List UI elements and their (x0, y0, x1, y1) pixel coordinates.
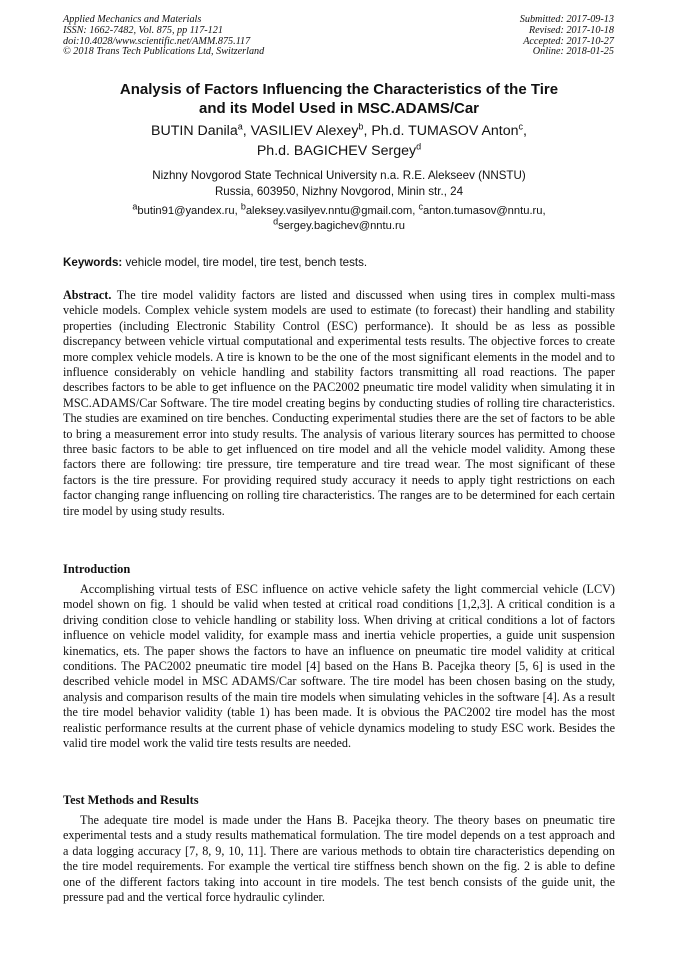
paper-title-line-2: and its Model Used in MSC.ADAMS/Car (198, 100, 480, 117)
abstract-label: Abstract. (63, 288, 112, 302)
author-bagichev: Ph.d. BAGICHEV Sergey (256, 142, 417, 159)
email-vasiliev[interactable]: aleksey.vasilyev.nntu@gmail.com, (245, 205, 419, 217)
email-line-2 (63, 215, 615, 234)
date-online: Online: 2018-01-25 (532, 46, 614, 58)
journal-info (63, 15, 264, 58)
paper-title-line-1: Analysis of Factors Influencing the Characteristics of the Tire (119, 81, 559, 98)
email-bagichev[interactable]: sergey.bagichev@nntu.ru (278, 219, 405, 232)
author-sup-a: a (237, 121, 243, 132)
email-sup-b: b (240, 201, 246, 212)
author-line-2 (63, 142, 615, 162)
journal-copyright: © 2018 Trans Tech Publications Ltd, Switzerland (63, 46, 265, 58)
email-sup-a: a (132, 201, 138, 212)
author-butin: BUTIN Danila (151, 123, 238, 139)
date-submitted: Submitted: 2017-09-13 (519, 14, 614, 25)
abstract (63, 288, 615, 519)
email-line-1 (63, 201, 615, 219)
author-sup-b: b (358, 121, 364, 132)
author-line-1 (63, 122, 615, 142)
author-comma: , (523, 123, 527, 139)
email-sup-c: c (418, 201, 423, 212)
affiliation (63, 168, 615, 199)
author-emails (63, 201, 615, 233)
author-tumasov: , Ph.d. TUMASOV Anton (363, 123, 519, 139)
affiliation-address: Russia, 603950, Nizhny Novgorod, Minin str., 24 (214, 184, 464, 198)
author-sup-d: d (416, 140, 422, 151)
author-vasiliev: , VASILIEV Alexey (242, 123, 359, 139)
email-sup-d: d (273, 215, 279, 226)
paper-title (63, 80, 615, 118)
date-accepted: Accepted: 2017-10-27 (523, 35, 614, 47)
abstract-text: The tire model validity factors are listed and discussed when using tires in complex multi-mass vehicle models. Complex vehicle system models are used to estimate (to forecast) their handling and stability properties (including Electronic Stability Control (ESC) performance). It should be as less as possible discrepancy between vehicle virtual computational and experimental tests results. The objective forces to create more complex vehicle models. A tire is known to be the one of the most significant elements in the model and to influence considerably on vehicle handling and stability factors transmitting all road reactions. The paper describes factors to be able to get influence on the PAC2002 pneumatic tire model validity when simulating it in MSC.ADAMS/Car Software. The tire model creating begins by conducting studies of rolling tire characteristics. The studies are examined on tire benches. Conducting experimental studies there are the set of factors to be able to bring a measurement error into study results. The analysis of various literary sources has permitted to choose three basic factors to be able to get influenced on tire model and all the vehicle model validity. Among these factors there are following: tire pressure, tire temperature and tire tread wear. The most significant of these factors is the tire pressure. For providing required study accuracy it needs to apply tight restrictions on each factor changing range influencing on rolling tire characteristics. The ranges are to be determined for each certain tire model by using study results. (63, 288, 615, 518)
email-butin[interactable]: butin91@yandex.ru, (137, 205, 241, 217)
email-tumasov[interactable]: anton.tumasov@nntu.ru, (422, 205, 546, 217)
introduction-heading: Introduction (63, 562, 131, 576)
author-sup-c: c (518, 121, 524, 132)
introduction-body: Accomplishing virtual tests of ESC influence on active vehicle safety the light commercial vehicle (LCV) model shown on fig. 1 should be valid when tested at critical road conditions [1,2,3]. A critical condition is a driving condition close to vehicle handling or stability loss. When driving at critical conditions a lot of factors influence on vehicle model validity, for example mass and inertia vehicle properties, a guide unit suspension kinematics, ets. The paper shows the factors to have an influence on pneumatic tire model validity at critical conditions. The PAC2002 pneumatic tire model [4] based on the Hans B. Pacejka theory [5, 6] is used in the described vehicle model in MSC ADAMS/Car software. The tire model has been chosen basing on the study, analysis and comparison results of the main tire models when simulating vehicles in the software [4]. As a result the tire model behavior validity (table 1) has been made. It is obvious the PAC2002 tire model has the most realistic performance results at the current phase of vehicle dynamics modeling to study ESC work. Besides the valid tire model work the valid tire tests results are needed. (63, 582, 615, 751)
keywords-text: vehicle model, tire model, tire test, bench tests. (122, 256, 368, 269)
keywords (63, 255, 615, 270)
methods-heading: Test Methods and Results (63, 793, 199, 807)
methods-body: The adequate tire model is made under the Hans B. Pacejka theory. The theory bases on pneumatic tire experimental tests and a study results mathematical formulation. The tire model depends on a test approach and a data logging accuracy [7, 8, 9, 10, 11]. There are various methods to obtain tire characteristics depending on the tire model requirements. For example the vertical tire stiffness bench shown on the fig. 2 is able to define one of the different factors taking into account in tire models. The test bench consists of the guide unit, the pressure pad and the vertical force hydraulic cylinder. (63, 813, 615, 905)
journal-doi: doi:10.4028/www.scientific.net/AMM.875.117 (63, 35, 251, 47)
submission-dates (520, 15, 614, 58)
date-revised: Revised: 2017-10-18 (528, 24, 614, 36)
journal-name: Applied Mechanics and Materials (63, 14, 202, 25)
keywords-label: Keywords: (63, 256, 123, 269)
author-list (63, 122, 615, 161)
journal-issn: ISSN: 1662-7482, Vol. 875, pp 117-121 (63, 24, 223, 36)
affiliation-university: Nizhny Novgorod State Technical University n.a. R.E. Alekseev (NNSTU) (152, 169, 526, 182)
